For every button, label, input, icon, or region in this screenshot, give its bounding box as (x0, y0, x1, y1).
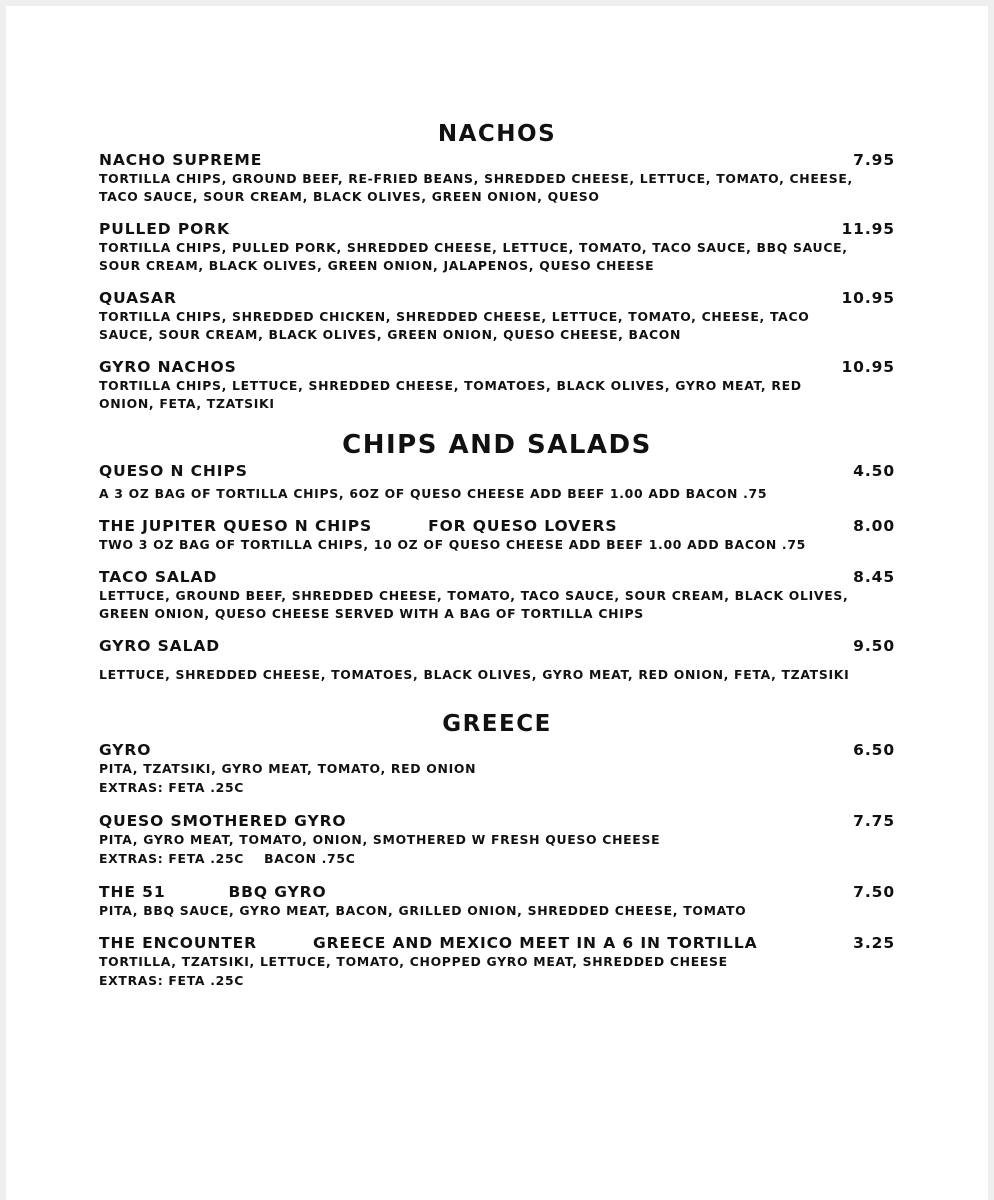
item-header (99, 740, 895, 760)
item-price: 7.75 (853, 812, 895, 830)
menu-item-gyro-salad (99, 636, 895, 684)
section-title-greece: GREECE (442, 711, 552, 737)
item-description: A 3 OZ BAG OF TORTILLA CHIPS, 6OZ OF QUESO CHEESE ADD BEEF 1.00 ADD BACON .75 (99, 486, 768, 501)
menu-item-gyro (99, 740, 895, 798)
menu-item-taco-salad (99, 567, 895, 623)
item-tagline: GREECE AND MEXICO MEET IN A 6 IN TORTILLA (313, 934, 758, 952)
item-description: TWO 3 OZ BAG OF TORTILLA CHIPS, 10 OZ OF QUESO CHEESE ADD BEEF 1.00 ADD BACON .75 (99, 537, 806, 552)
item-extras: EXTRAS: FETA .25C BACON .75C (99, 851, 356, 866)
menu-content (99, 120, 895, 1004)
item-description: PITA, BBQ SAUCE, GYRO MEAT, BACON, GRILLED ONION, SHREDDED CHEESE, TOMATO (99, 903, 747, 918)
section-title-nachos: NACHOS (437, 121, 557, 147)
item-price: 8.00 (853, 517, 895, 535)
menu-item-nacho-supreme (99, 150, 895, 206)
item-name: QUASAR (99, 289, 177, 307)
menu-item-pulled-pork (99, 219, 895, 275)
item-header (99, 882, 895, 902)
item-name: PULLED PORK (99, 220, 230, 238)
item-price: 10.95 (841, 289, 895, 307)
item-description: LETTUCE, SHREDDED CHEESE, TOMATOES, BLACK OLIVES, GYRO MEAT, RED ONION, FETA, TZATSIKI (99, 667, 850, 682)
item-name: QUESO SMOTHERED GYRO (99, 812, 347, 830)
item-header (99, 288, 895, 308)
section-greece (99, 710, 895, 991)
item-price: 8.45 (853, 568, 895, 586)
item-price: 9.50 (853, 637, 895, 655)
item-name: TACO SALAD (99, 568, 218, 586)
item-header (99, 461, 895, 481)
item-name: GYRO (99, 741, 152, 759)
item-extras: EXTRAS: FETA .25C (99, 780, 245, 795)
menu-item-jupiter-queso-n-chips (99, 516, 895, 554)
item-header (99, 933, 895, 953)
item-name: THE JUPITER QUESO N CHIPS (99, 517, 373, 535)
item-header (99, 219, 895, 239)
item-header (99, 357, 895, 377)
item-name: NACHO SUPREME (99, 151, 263, 169)
item-name: THE 51 BBQ GYRO (99, 883, 327, 901)
menu-item-the-encounter (99, 933, 895, 991)
item-header (99, 811, 895, 831)
item-name: QUESO N CHIPS (99, 462, 248, 480)
item-description: TORTILLA CHIPS, GROUND BEEF, RE-FRIED BEANS, SHREDDED CHEESE, LETTUCE, TOMATO, CHEESE, TACO SAUCE, SOUR CREAM, BLACK OLIVES, GREEN ONION, QUESO (99, 171, 853, 204)
section-title-chips-and-salads: CHIPS AND SALADS (342, 430, 652, 460)
item-price: 10.95 (841, 358, 895, 376)
item-header (99, 516, 895, 536)
item-price: 4.50 (853, 462, 895, 480)
item-name: GYRO NACHOS (99, 358, 237, 376)
item-price: 7.95 (853, 151, 895, 169)
section-nachos (99, 120, 895, 413)
item-header (99, 567, 895, 587)
item-price: 3.25 (853, 934, 895, 952)
item-description: PITA, GYRO MEAT, TOMATO, ONION, SMOTHERED W FRESH QUESO CHEESE (99, 832, 661, 847)
item-description: TORTILLA, TZATSIKI, LETTUCE, TOMATO, CHOPPED GYRO MEAT, SHREDDED CHEESE (99, 954, 728, 969)
menu-item-the-51-bbq-gyro (99, 882, 895, 920)
section-chips-and-salads (99, 429, 895, 684)
item-description: LETTUCE, GROUND BEEF, SHREDDED CHEESE, TOMATO, TACO SAUCE, SOUR CREAM, BLACK OLIVES, GREEN ONION, QUESO CHEESE SERVED WITH A BAG OF TORTILLA CHIPS (99, 588, 849, 621)
item-header (99, 150, 895, 170)
item-description: PITA, TZATSIKI, GYRO MEAT, TOMATO, RED ONION (99, 761, 477, 776)
menu-page (6, 6, 988, 1200)
menu-item-queso-n-chips (99, 461, 895, 503)
item-price: 11.95 (841, 220, 895, 238)
item-tagline: FOR QUESO LOVERS (428, 517, 618, 535)
item-description: TORTILLA CHIPS, SHREDDED CHICKEN, SHREDDED CHEESE, LETTUCE, TOMATO, CHEESE, TACO SAUCE, SOUR CREAM, BLACK OLIVES, GREEN ONION, QUESO CHEESE, BACON (99, 309, 810, 342)
item-price: 6.50 (853, 741, 895, 759)
menu-item-gyro-nachos (99, 357, 895, 413)
item-price: 7.50 (853, 883, 895, 901)
item-name: THE ENCOUNTER (99, 934, 257, 952)
item-description: TORTILLA CHIPS, LETTUCE, SHREDDED CHEESE, TOMATOES, BLACK OLIVES, GYRO MEAT, RED ONION, FETA, TZATSIKI (99, 378, 802, 411)
menu-item-queso-smothered-gyro (99, 811, 895, 869)
item-header (99, 636, 895, 656)
item-description: TORTILLA CHIPS, PULLED PORK, SHREDDED CHEESE, LETTUCE, TOMATO, TACO SAUCE, BBQ SAUCE, SOUR CREAM, BLACK OLIVES, GREEN ONION, JALAPENOS, QUESO CHEESE (99, 240, 848, 273)
menu-item-quasar (99, 288, 895, 344)
item-name: GYRO SALAD (99, 637, 221, 655)
item-extras: EXTRAS: FETA .25C (99, 973, 245, 988)
